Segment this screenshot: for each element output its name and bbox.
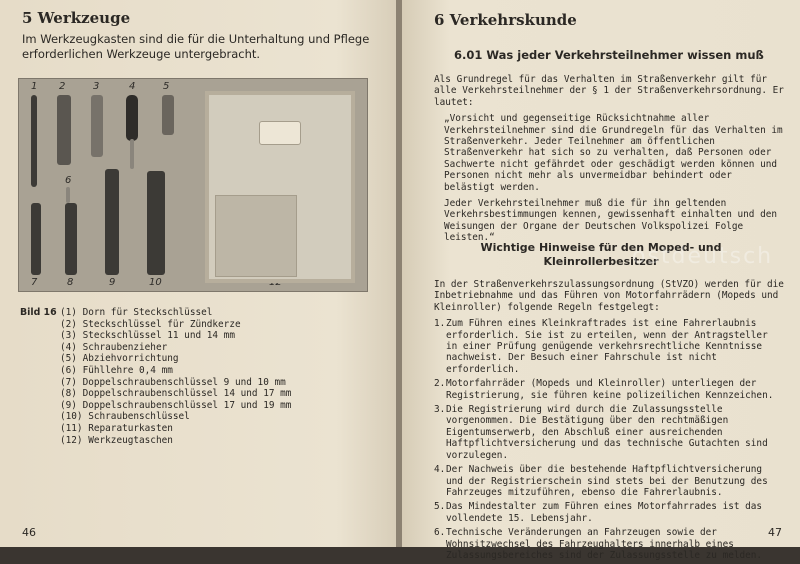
- left-page: [0, 0, 396, 547]
- photo-number: 8: [67, 277, 74, 288]
- photo-number: 5: [163, 81, 170, 92]
- subheading-line: Wichtige Hinweise für den Moped- und: [480, 241, 722, 254]
- quote-paragraph: „Vorsicht und gegenseitige Rücksichtnahme aller Verkehrsteilnehmer sind die Grundregeln für das Verhalten im Straßenverkehr. Jeder Teilnehmer am öffentlichen Straßenverkehr hat sich so zu verhalten, daß Personen oder Sachwerte nicht gefährdet oder geschädigt werden können und Personen nicht mehr als unvermeidbar behindert oder belästigt werden.: [444, 113, 783, 193]
- page-heading-verkehrskunde: 6 Verkehrskunde: [434, 11, 577, 29]
- main-text: [434, 74, 784, 249]
- legend-item: (2) Steckschlüssel für Zündkerze: [60, 318, 241, 330]
- tool-photo: [18, 78, 368, 292]
- rules-list: [434, 318, 784, 561]
- legend-item: (3) Steckschlüssel 11 und 14 mm: [60, 330, 235, 342]
- legend-item: (4) Schraubenzieher: [60, 341, 168, 353]
- wrench-9: [105, 169, 119, 275]
- rule-number: 6.: [434, 527, 446, 539]
- rule-number: 4.: [434, 464, 446, 476]
- intro-text: Im Werkzeugkasten sind die für die Unterhaltung und Pflege erforderlichen Werkzeuge untergebracht.: [22, 32, 370, 61]
- legend-item: (9) Doppelschraubenschlüssel 17 und 19 mm: [60, 399, 292, 411]
- feeler-gauge: [66, 187, 70, 203]
- socket-wrench: [91, 95, 103, 157]
- legend-item: (12) Werkzeugtaschen: [60, 434, 173, 446]
- rule-text: Technische Veränderungen an Fahrzeugen sowie der Wohnsitzwechsel des Fahrzeughalters innerhalb eines Zulassungsbereiches sind der Zulassungsstelle zu melden.: [446, 527, 763, 561]
- figure-legend: [20, 307, 291, 446]
- screwdriver-handle: [126, 95, 138, 141]
- rules-text: [434, 279, 784, 564]
- puller-tool: [162, 95, 174, 135]
- repair-case: [205, 91, 355, 283]
- rule-text: Die Registrierung wird durch die Zulassungsstelle vorgenommen. Die Bestätigung über den rechtmäßigen Eigentumserwerb, den Abschluß einer ausreichenden Haftpflichtversicherung und das technische Gutachten sind vorzulegen.: [446, 404, 768, 461]
- rule-item: [434, 404, 784, 461]
- quote-paragraph: Jeder Verkehrsteilnehmer muß die für ihn geltenden Verkehrsbestimmungen kennen, gewissenhaft einhalten und den Weisungen der Organe der Deutschen Volkspolizei Folge leisten.“: [444, 198, 778, 244]
- photo-number: 6: [65, 175, 72, 186]
- dorn-tool: [31, 95, 37, 187]
- rule-item: [434, 501, 784, 524]
- legend-item: (5) Abziehvorrichtung: [60, 353, 179, 365]
- wrench-10: [147, 171, 165, 275]
- legend-item: (10) Schraubenschlüssel: [60, 411, 190, 423]
- photo-number: 10: [149, 277, 162, 288]
- rule-number: 3.: [434, 404, 446, 416]
- photo-number: 3: [93, 81, 100, 92]
- paragraph: Als Grundregel für das Verhalten im Straßenverkehr gilt für alle Verkehrsteilnehmer der § 1 der Straßenverkehrsordnung. Er lautet:: [434, 74, 784, 108]
- legend-item: (8) Doppelschraubenschlüssel 14 und 17 mm: [60, 388, 292, 400]
- page-number: 47: [768, 526, 782, 539]
- rule-item: [434, 464, 784, 498]
- figure-label: Bild 16: [20, 307, 57, 318]
- legend-list: [20, 307, 291, 446]
- rule-number: 2.: [434, 378, 446, 390]
- page-number: 46: [22, 526, 36, 539]
- rule-text: Motorfahrräder (Mopeds und Kleinroller) unterliegen der Registrierung, sie führen keine polizeilichen Kennzeichen.: [446, 378, 774, 401]
- page-heading-werkzeuge: 5 Werkzeuge: [22, 9, 131, 27]
- section-heading: 6.01 Was jeder Verkehrsteilnehmer wissen muß: [454, 48, 764, 62]
- watermark: ostdeutsch: [632, 244, 774, 269]
- rule-item: [434, 318, 784, 375]
- tool-pouch: [215, 195, 297, 277]
- wrench-8: [65, 203, 77, 275]
- rule-number: 5.: [434, 501, 446, 513]
- rule-item: [434, 527, 784, 561]
- spark-plug-socket: [57, 95, 71, 165]
- legend-item: (6) Fühllehre 0,4 mm: [60, 364, 173, 376]
- photo-number: 4: [129, 81, 136, 92]
- rule-number: 1.: [434, 318, 446, 330]
- photo-number: 1: [31, 81, 38, 92]
- photo-number: 2: [59, 81, 66, 92]
- screwdriver-blade: [130, 139, 134, 169]
- legend-item: (1) Dorn für Steckschlüssel: [60, 307, 213, 318]
- rule-text: Das Mindestalter zum Führen eines Motorfahrrades ist das vollendete 15. Lebensjahr.: [446, 501, 763, 524]
- legend-item: (7) Doppelschraubenschlüssel 9 und 10 mm: [60, 376, 286, 388]
- badge-icon: [259, 121, 301, 145]
- photo-number: 7: [31, 277, 38, 288]
- rule-item: [434, 378, 784, 401]
- right-page: [402, 0, 800, 561]
- subheading-line: Kleinrollerbesitzer: [543, 255, 659, 268]
- rule-text: Zum Führen eines Kleinkraftrades ist eine Fahrerlaubnis erforderlich. Sie ist zu erteilen, wenn der Antragsteller in einer Prüfung genügende verkehrsrechtliche Kenntnisse nachweist. Der Besuch einer Fahrschule ist nicht erforderlich.: [446, 318, 768, 375]
- legend-item: (11) Reparaturkasten: [60, 422, 173, 434]
- photo-number: 9: [109, 277, 116, 288]
- rule-text: Der Nachweis über die bestehende Haftpflichtversicherung und der Registrierschein sind stets bei der Benutzung des Fahrzeuges mitzuführen, ebenso die Fahrerlaubnis.: [446, 464, 768, 498]
- paragraph: In der Straßenverkehrszulassungsordnung (StVZO) werden für die Inbetriebnahme und das Führen von Motorfahrrädern (Mopeds und Kleinroller) folgende Regeln festgelegt:: [434, 279, 784, 313]
- wrench-7: [31, 203, 41, 275]
